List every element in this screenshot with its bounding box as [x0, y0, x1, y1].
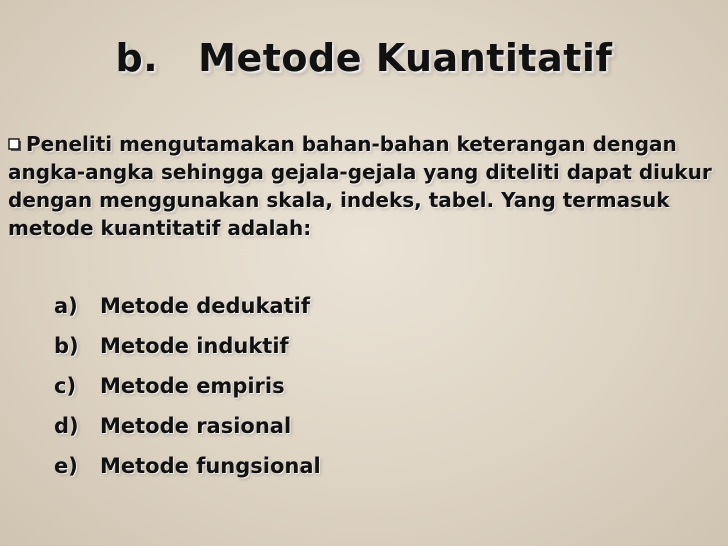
list-item-label: Metode fungsional: [100, 454, 321, 478]
square-bullet-icon: [8, 138, 22, 152]
list-item-label: Metode dedukatif: [100, 294, 310, 318]
list-marker: d): [54, 414, 79, 438]
method-list: [54, 286, 321, 486]
list-item: [54, 446, 321, 486]
list-item-label: Metode empiris: [100, 374, 285, 398]
title-text: Metode Kuantitatif: [198, 36, 613, 80]
list-item-label: Metode induktif: [100, 334, 289, 358]
list-marker: c): [54, 374, 77, 398]
list-marker: b): [54, 334, 79, 358]
body-paragraph: [8, 130, 720, 242]
slide-title: [0, 36, 728, 80]
list-item: [54, 406, 321, 446]
list-marker: a): [54, 294, 78, 318]
list-item-label: Metode rasional: [100, 414, 292, 438]
list-marker: e): [54, 454, 78, 478]
list-item: [54, 366, 321, 406]
list-item: [54, 326, 321, 366]
title-number: b.: [115, 36, 159, 80]
paragraph-text: Peneliti mengutamakan bahan-bahan keterangan dengan angka-angka sehingga gejala-gejala yang diteliti dapat diukur dengan menggunakan skala, indeks, tabel. Yang termasuk metode kuantitatif adalah:: [8, 132, 712, 240]
list-item: [54, 286, 321, 326]
